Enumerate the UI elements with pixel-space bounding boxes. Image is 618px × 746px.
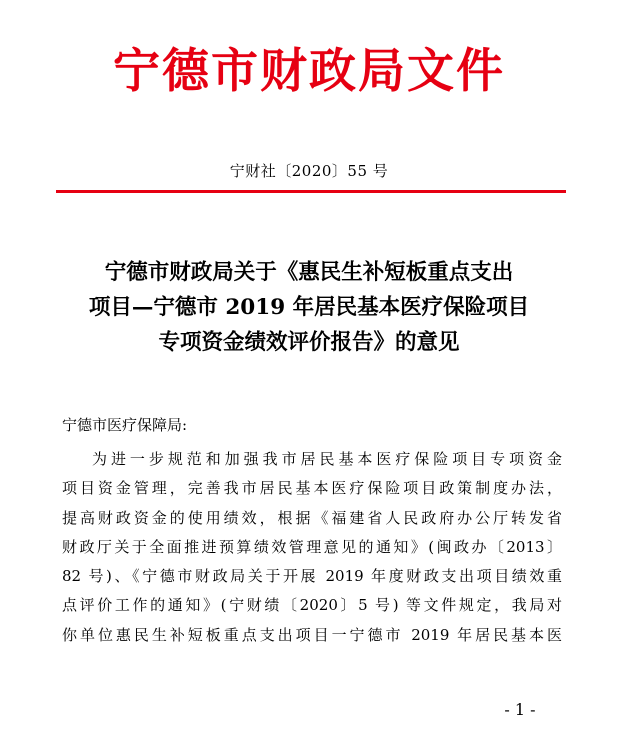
body-line-3: 提高财政资金的使用绩效，根据《福建省人民政府办公厅转发省 [62,508,562,527]
title-line-2: 项目—宁德市 2019 年居民基本医疗保险项目 [88,295,530,320]
body-line-4: 财政厅关于全面推进预算绩效管理意见的通知》(闽政办〔2013〕 [62,537,562,556]
red-divider-line [56,190,566,193]
body-line-6: 点评价工作的通知》(宁财绩〔2020〕5 号) 等文件规定，我局对 [62,596,562,615]
issuing-authority-header: 宁德市财政局文件 [113,44,505,99]
page-number: - 1 - [504,700,536,719]
body-line-2: 项目资金管理，完善我市居民基本医疗保险项目政策制度办法， [62,479,562,498]
body-line-1: 为进一步规范和加强我市居民基本医疗保险项目专项资金 [92,450,562,468]
body-paragraph [62,445,562,650]
title-line-3: 专项资金绩效评价报告》的意见 [158,330,460,355]
document-title [40,255,578,360]
body-line-7: 你单位惠民生补短板重点支出项目一宁德市 2019 年居民基本医 [62,625,562,644]
title-line-1: 宁德市财政局关于《惠民生补短板重点支出 [104,260,514,285]
document-number: 宁财社〔2020〕55 号 [229,162,389,180]
body-line-5: 82 号)、《宁德市财政局关于开展 2019 年度财政支出项目绩效重 [62,567,562,586]
addressee: 宁德市医疗保障局: [62,416,188,434]
